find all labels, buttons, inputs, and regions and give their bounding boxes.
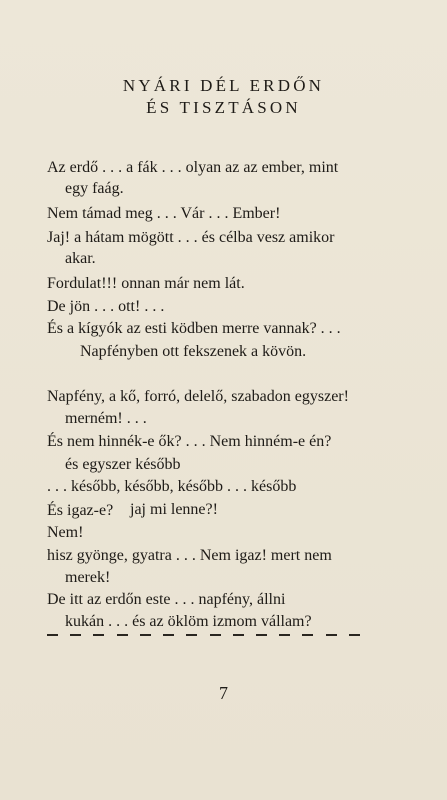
poem-line: egy faág. <box>65 180 124 197</box>
dash <box>233 634 244 636</box>
poem-line: És nem hinnék-e ők? . . . Nem hinném-e én? <box>47 433 332 450</box>
dash <box>349 634 360 636</box>
poem-line: De itt az erdőn este . . . napfény, állni <box>47 591 286 608</box>
poem-line: merek! <box>65 569 111 586</box>
poem-line: merném! . . . <box>65 410 147 427</box>
poem-line: Fordulat!!! onnan már nem lát. <box>47 275 245 292</box>
poem-line: Jaj! a hátam mögött . . . és célba vesz amikor <box>47 229 335 246</box>
poem-line: kukán . . . és az öklöm izmom vállam? <box>65 613 312 630</box>
poem-line: És a kígyók az esti ködben merre vannak? . . . <box>47 320 341 337</box>
dash-separator <box>47 634 360 636</box>
poem-line: és egyszer később <box>65 456 181 473</box>
poem-line: jaj mi lenne?! <box>130 501 218 518</box>
poem-line: Az erdő . . . a fák . . . olyan az az ember, mint <box>47 159 339 176</box>
dash <box>140 634 151 636</box>
poem-line: Nem támad meg . . . Vár . . . Ember! <box>47 205 281 222</box>
dash <box>47 634 58 636</box>
poem-line: Napfényben ott fekszenek a kövön. <box>80 343 307 360</box>
poem-title-line-2: ÉS TISZTÁSON <box>146 98 301 117</box>
poem-line: akar. <box>65 250 96 267</box>
poem-line: Napfény, a kő, forró, delelő, szabadon egyszer! <box>47 388 349 405</box>
dash <box>326 634 337 636</box>
dash <box>117 634 128 636</box>
poem-line: És igaz-e? <box>47 502 114 519</box>
dash <box>186 634 197 636</box>
poem-line: De jön . . . ott! . . . <box>47 298 165 315</box>
poem-line: Nem! <box>47 524 84 541</box>
poem-line: . . . később, később, később . . . később <box>47 478 297 495</box>
dash <box>210 634 221 636</box>
poem-line: hisz gyönge, gyatra . . . Nem igaz! mert nem <box>47 547 332 564</box>
dash <box>93 634 104 636</box>
page-number: 7 <box>219 683 228 703</box>
dash <box>302 634 313 636</box>
dash <box>70 634 81 636</box>
dash <box>163 634 174 636</box>
poem-title-line-1: NYÁRI DÉL ERDŐN <box>122 76 325 95</box>
dash <box>256 634 267 636</box>
dash <box>279 634 290 636</box>
